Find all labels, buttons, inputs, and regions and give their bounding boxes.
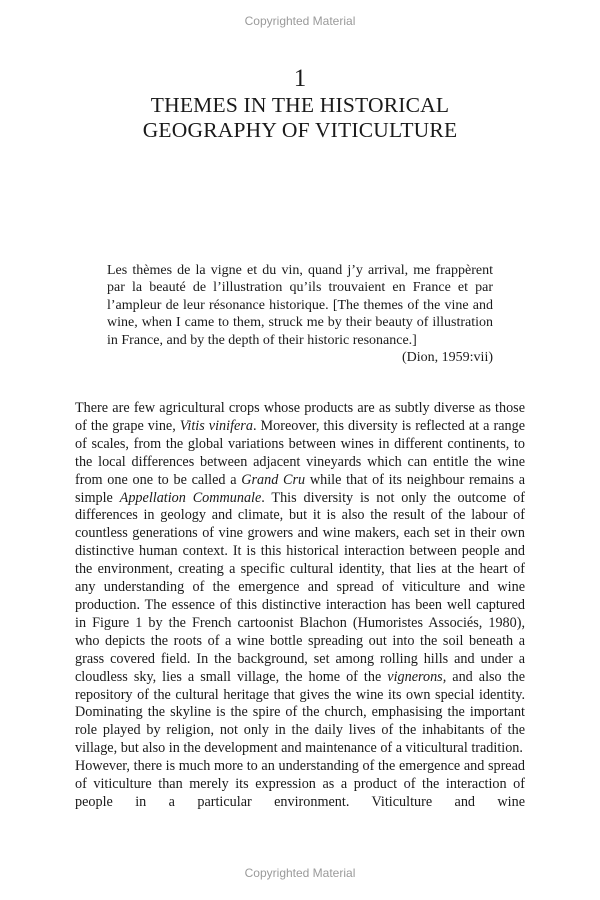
italic-vitis-vinifera: Vitis vinifera xyxy=(179,417,253,434)
epigraph xyxy=(107,262,493,366)
chapter-number: 1 xyxy=(293,65,307,92)
body-text xyxy=(75,400,525,812)
epigraph-citation: (Dion, 1959:vii) xyxy=(402,350,493,366)
copyright-watermark-top: Copyrighted Material xyxy=(244,14,356,28)
paragraph-1-text-b: . Moreover, this diversity is reflected at a range of scales, from the global variations between wines in different continents, to the local differences between adjacent vineyards which can entitle the wine from one one to be called a xyxy=(75,417,525,488)
paragraph-1-text-c: while that of its neighbour remains a simple xyxy=(75,471,525,506)
paragraph-1 xyxy=(75,400,525,758)
paragraph-1-text-a: There are few agricultural crops whose products are as subtly diverse as those of the grape vine, xyxy=(75,400,525,434)
paragraph-1-text-e: and also the repository of the cultural heritage that gives the wine its own special identity. Dominating the skyline is the spire of the church, emphasising the important role played by religion, not only in the daily lives of the inhabitants of the village, but also in the development and maintenance of a viticultural tradition. xyxy=(75,668,526,757)
chapter-title-line-1: THEMES IN THE HISTORICAL xyxy=(150,93,450,117)
italic-vignerons: vignerons, xyxy=(387,668,447,685)
chapter-title xyxy=(0,93,600,143)
copyright-watermark-bottom: Copyrighted Material xyxy=(244,866,356,880)
paragraph-1-text-d: . This diversity is not only the outcome of differences in geology and climate, but it is also the result of the labour of countless generations of vine growers and wine makers, each set in their own distinctive human context. It is this historical interaction between people and the environment, creating a specific cultural identity, that lies at the heart of any understanding of the emergence and spread of viticulture and wine production. The essence of this distinctive interaction has been well captured in Figure 1 by the French cartoonist Blachon (Humoristes Associés, 1980), who depicts the roots of a wine bottle spreading out into the soil beneath a grass covered field. In the background, set among rolling hills and under a cloudless sky, lies a small village, the home of the xyxy=(75,489,525,685)
italic-appellation-communale: Appellation Communale xyxy=(119,489,262,506)
italic-grand-cru: Grand Cru xyxy=(241,471,306,488)
epigraph-quote: Les thèmes de la vigne et du vin, quand j’y arrival, me frappèrent par la beauté de l’illustration qu’ils trouvaient en France et par l’ampleur de leur résonance historique. [The themes of the vine and wine, when I came to them, struck me by their beauty of illustration in France, and by the depth of their historic resonance.] xyxy=(107,263,493,348)
paragraph-2: However, there is much more to an understanding of the emergence and spread of viticulture than merely its expression as a product of the interaction of people in a particular environment. Viticulture and wine xyxy=(75,758,525,810)
chapter-title-line-2: GEOGRAPHY OF VITICULTURE xyxy=(142,118,458,142)
